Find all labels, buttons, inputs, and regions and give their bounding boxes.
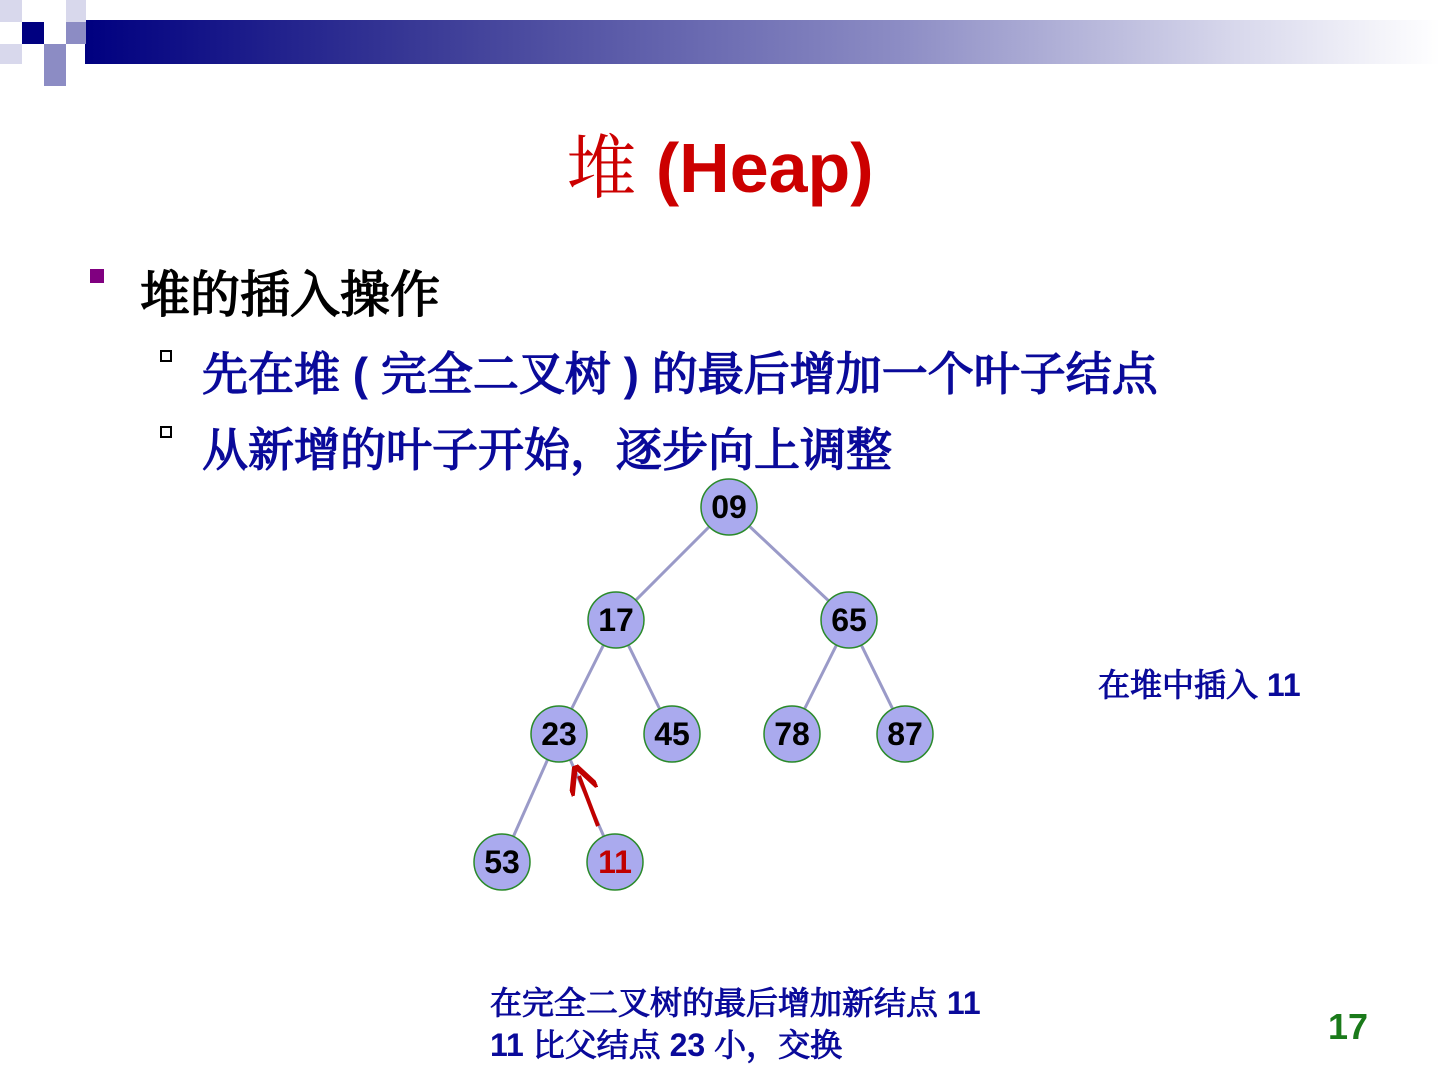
inserted-node-label: 11: [598, 844, 632, 880]
tree-node-label: 09: [711, 489, 747, 525]
sub-bullet-text: 先在堆 ( 完全二叉树 ) 的最后增加一个叶子结点: [202, 348, 1158, 400]
swap-arrow-icon: [579, 776, 598, 826]
tree-node: [588, 592, 644, 648]
side-note: 在堆中插入 11: [1098, 667, 1301, 703]
tree-node: [587, 834, 643, 890]
tree-node-label: 78: [774, 716, 810, 752]
tree-node: [877, 706, 933, 762]
tree-node: [764, 706, 820, 762]
tree-node-label: 23: [541, 716, 577, 752]
bullet-main-text: 堆的插入操作: [140, 267, 440, 323]
tree-node-label: 45: [654, 716, 690, 752]
tree-node: [821, 592, 877, 648]
caption-line-1: 在完全二叉树的最后增加新结点 11: [490, 985, 981, 1021]
tree-node-label: 87: [887, 716, 923, 752]
title-latin: (Heap): [655, 129, 874, 207]
tree-node: [474, 834, 530, 890]
tree-node-label: 17: [598, 602, 634, 638]
title-cjk: 堆: [566, 127, 637, 209]
page-number: 17: [1328, 1006, 1369, 1047]
tree-node: [701, 479, 757, 535]
tree-node: [531, 706, 587, 762]
caption-line-2: 11 比父结点 23 小，交换: [490, 1027, 843, 1063]
tree-node: [644, 706, 700, 762]
tree-node-label: 53: [484, 844, 520, 880]
tree-node-label: 65: [831, 602, 867, 638]
sub-bullet-text: 从新增的叶子开始，逐步向上调整: [202, 424, 892, 476]
